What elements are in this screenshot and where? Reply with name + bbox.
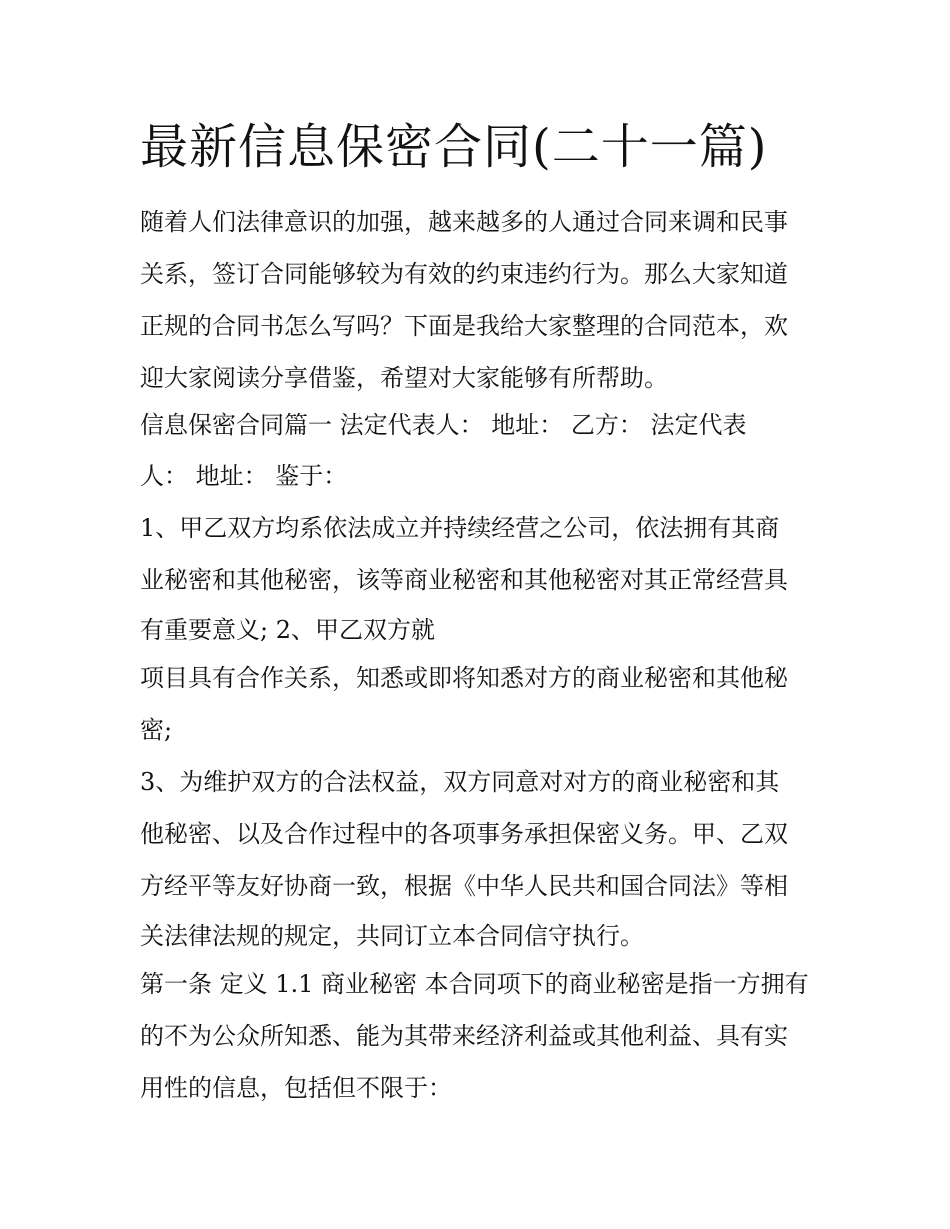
body-line: 方经平等友好协商一致，根据《中华人民共和国合同法》等相 [140, 872, 788, 900]
body-line: 3、为维护双方的合法权益，双方同意对对方的商业秘密和其 [140, 768, 780, 796]
body-line: 密; [140, 716, 173, 744]
body-line: 正规的合同书怎么写吗？下面是我给大家整理的合同范本，欢 [140, 312, 788, 340]
body-line: 有重要意义; 2、甲乙双方就 [140, 616, 435, 644]
body-line: 迎大家阅读分享借鉴，希望对大家能够有所帮助。 [140, 364, 668, 392]
body-line: 关系，签订合同能够较为有效的约束违约行为。那么大家知道 [140, 260, 788, 288]
body-line: 业秘密和其他秘密，该等商业秘密和其他秘密对其正常经营具 [140, 566, 788, 594]
body-line: 他秘密、以及合作过程中的各项事务承担保密义务。甲、乙双 [140, 820, 788, 848]
body-line: 项目具有合作关系，知悉或即将知悉对方的商业秘密和其他秘 [140, 664, 788, 692]
body-line: 关法律法规的规定，共同订立本合同信守执行。 [140, 922, 644, 950]
document-title: 最新信息保密合同(二十一篇) [140, 119, 768, 175]
body-line: 的不为公众所知悉、能为其带来经济利益或其他利益、具有实 [140, 1022, 788, 1050]
body-line: 随着人们法律意识的加强，越来越多的人通过合同来调和民事 [140, 208, 788, 236]
body-line: 人： 地址： 鉴于： [140, 462, 348, 490]
body-line: 第一条 定义 1.1 商业秘密 本合同项下的商业秘密是指一方拥有 [140, 970, 809, 998]
body-line: 信息保密合同篇一 法定代表人： 地址： 乙方： 法定代表 [140, 411, 747, 439]
body-line: 用性的信息，包括但不限于： [140, 1074, 452, 1102]
body-line: 1、甲乙双方均系依法成立并持续经营之公司，依法拥有其商 [140, 514, 780, 542]
